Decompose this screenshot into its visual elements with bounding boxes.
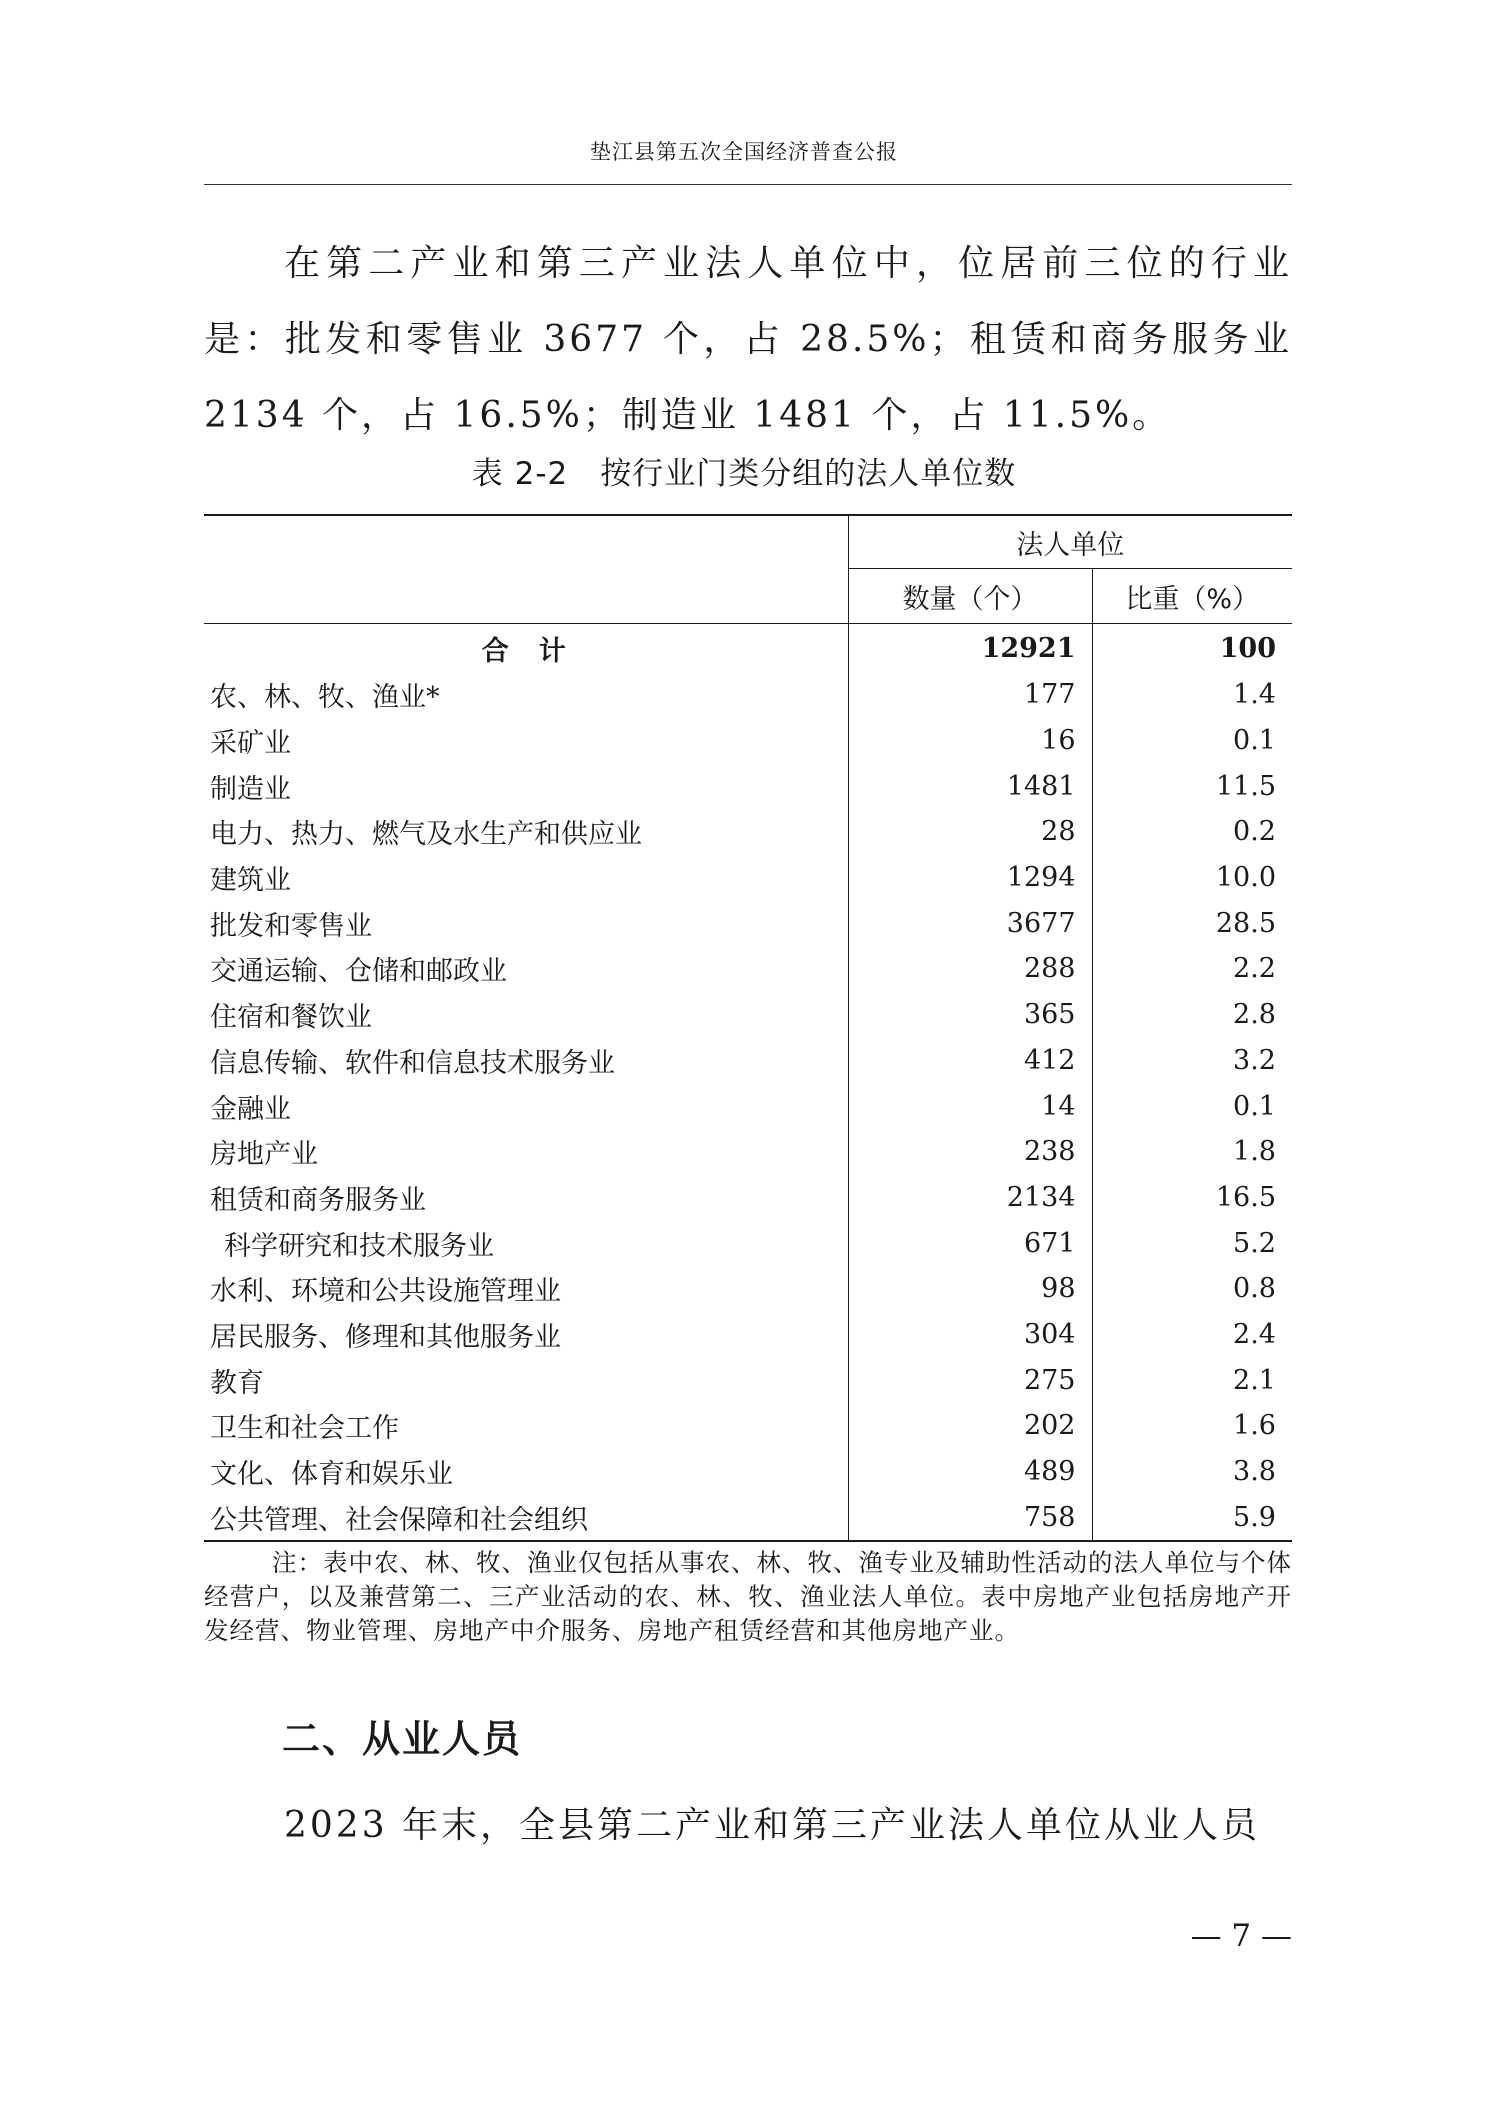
row-share: 2.4 [1092, 1312, 1292, 1358]
row-share: 3.2 [1092, 1038, 1292, 1084]
row-name: 租赁和商务服务业 [210, 1184, 426, 1216]
row-name: 建筑业 [210, 865, 291, 897]
row-name: 合计 [204, 624, 848, 673]
table-row [204, 672, 1292, 718]
row-count: 275 [848, 1357, 1092, 1403]
body-paragraph-1: 在第二产业和第三产业法人单位中，位居前三位的行业是：批发和零售业 3677 个，占 28.5%；租赁和商务服务业 2134 个，占 16.5%；制造业 1481 个，占 11.5%。 [204, 243, 1292, 436]
row-share: 28.5 [1092, 900, 1292, 946]
row-count: 489 [848, 1449, 1092, 1495]
row-share: 5.2 [1092, 1220, 1292, 1266]
table-note: 注：表中农、林、牧、渔业仅包括从事农、林、牧、渔专业及辅助性活动的法人单位与个体经营户，以及兼营第二、三产业活动的农、林、牧、渔业法人单位。表中房地产业包括房地产开发经营、物业管理、房地产中介服务、房地产租赁经营和其他房地产业。 [204, 1548, 1292, 1645]
row-share: 2.8 [1092, 992, 1292, 1038]
row-name: 采矿业 [210, 728, 291, 760]
row-share: 5.9 [1092, 1494, 1292, 1541]
table-row [204, 946, 1292, 992]
industry-units-table [204, 514, 1292, 1542]
row-share: 3.8 [1092, 1449, 1292, 1495]
row-count: 3677 [848, 900, 1092, 946]
row-count: 758 [848, 1494, 1092, 1541]
row-share: 0.1 [1092, 1083, 1292, 1129]
table-row [204, 900, 1292, 946]
table-row [204, 1129, 1292, 1175]
row-share: 1.6 [1092, 1403, 1292, 1449]
table-row [204, 1312, 1292, 1358]
row-count: 177 [848, 672, 1092, 718]
table-row [204, 763, 1292, 809]
header-rule [204, 184, 1292, 185]
page-number: — 7 — [1190, 1918, 1292, 1954]
row-name: 批发和零售业 [210, 910, 372, 942]
row-count: 202 [848, 1403, 1092, 1449]
row-count: 2134 [848, 1175, 1092, 1221]
row-share: 16.5 [1092, 1175, 1292, 1221]
row-share: 0.1 [1092, 718, 1292, 764]
row-count: 288 [848, 946, 1092, 992]
row-name: 居民服务、修理和其他服务业 [210, 1321, 561, 1353]
row-name: 卫生和社会工作 [210, 1413, 399, 1445]
row-name: 电力、热力、燃气及水生产和供应业 [210, 819, 642, 851]
row-name: 教育 [210, 1367, 264, 1399]
row-count: 412 [848, 1038, 1092, 1084]
table-group-header: 法人单位 [848, 515, 1292, 569]
row-count: 16 [848, 718, 1092, 764]
row-count: 304 [848, 1312, 1092, 1358]
row-name: 信息传输、软件和信息技术服务业 [210, 1047, 615, 1079]
table-caption-title: 按行业门类分组的法人单位数 [600, 456, 1017, 492]
column-header-share: 比重（%） [1092, 569, 1292, 624]
column-header-count: 数量（个） [848, 569, 1092, 624]
table-row [204, 809, 1292, 855]
table-row [204, 992, 1292, 1038]
row-count: 1294 [848, 855, 1092, 901]
table-row-total [204, 624, 1292, 673]
running-header: 垫江县第五次全国经济普查公报 [590, 140, 898, 164]
table-row [204, 1038, 1292, 1084]
table-caption [0, 448, 1488, 493]
row-share: 10.0 [1092, 855, 1292, 901]
row-share: 0.8 [1092, 1266, 1292, 1312]
table-row [204, 1083, 1292, 1129]
row-count: 671 [848, 1220, 1092, 1266]
row-count: 12921 [848, 624, 1092, 673]
row-name: 金融业 [210, 1093, 291, 1125]
row-name: 房地产业 [210, 1139, 318, 1171]
row-name: 交通运输、仓储和邮政业 [210, 956, 507, 988]
row-count: 98 [848, 1266, 1092, 1312]
row-name: 制造业 [210, 773, 291, 805]
row-share: 2.1 [1092, 1357, 1292, 1403]
row-name: 水利、环境和公共设施管理业 [210, 1276, 561, 1308]
row-name: 公共管理、社会保障和社会组织 [204, 1494, 848, 1541]
table-row [204, 1449, 1292, 1495]
table-row [204, 1220, 1292, 1266]
table-row [204, 1175, 1292, 1221]
table-row [204, 1494, 1292, 1541]
table-row [204, 1403, 1292, 1449]
row-name: 农、林、牧、渔业* [210, 682, 440, 714]
table-stub-header [204, 515, 848, 624]
row-count: 14 [848, 1083, 1092, 1129]
table-row [204, 1357, 1292, 1403]
row-share: 1.4 [1092, 672, 1292, 718]
row-name: 科学研究和技术服务业 [224, 1230, 494, 1262]
row-name: 文化、体育和娱乐业 [210, 1459, 453, 1491]
row-share: 11.5 [1092, 763, 1292, 809]
row-count: 1481 [848, 763, 1092, 809]
body-paragraph-2: 2023 年末，全县第二产业和第三产业法人单位从业人员 [284, 1805, 1261, 1846]
row-count: 238 [848, 1129, 1092, 1175]
table-row [204, 1266, 1292, 1312]
row-share: 2.2 [1092, 946, 1292, 992]
row-share: 100 [1092, 624, 1292, 673]
section-heading: 二、从业人员 [282, 1717, 523, 1761]
row-share: 1.8 [1092, 1129, 1292, 1175]
table-row [204, 855, 1292, 901]
row-count: 365 [848, 992, 1092, 1038]
row-share: 0.2 [1092, 809, 1292, 855]
row-count: 28 [848, 809, 1092, 855]
table-caption-number: 表 2-2 [471, 456, 569, 492]
row-name: 住宿和餐饮业 [210, 1002, 372, 1034]
table-row [204, 718, 1292, 764]
